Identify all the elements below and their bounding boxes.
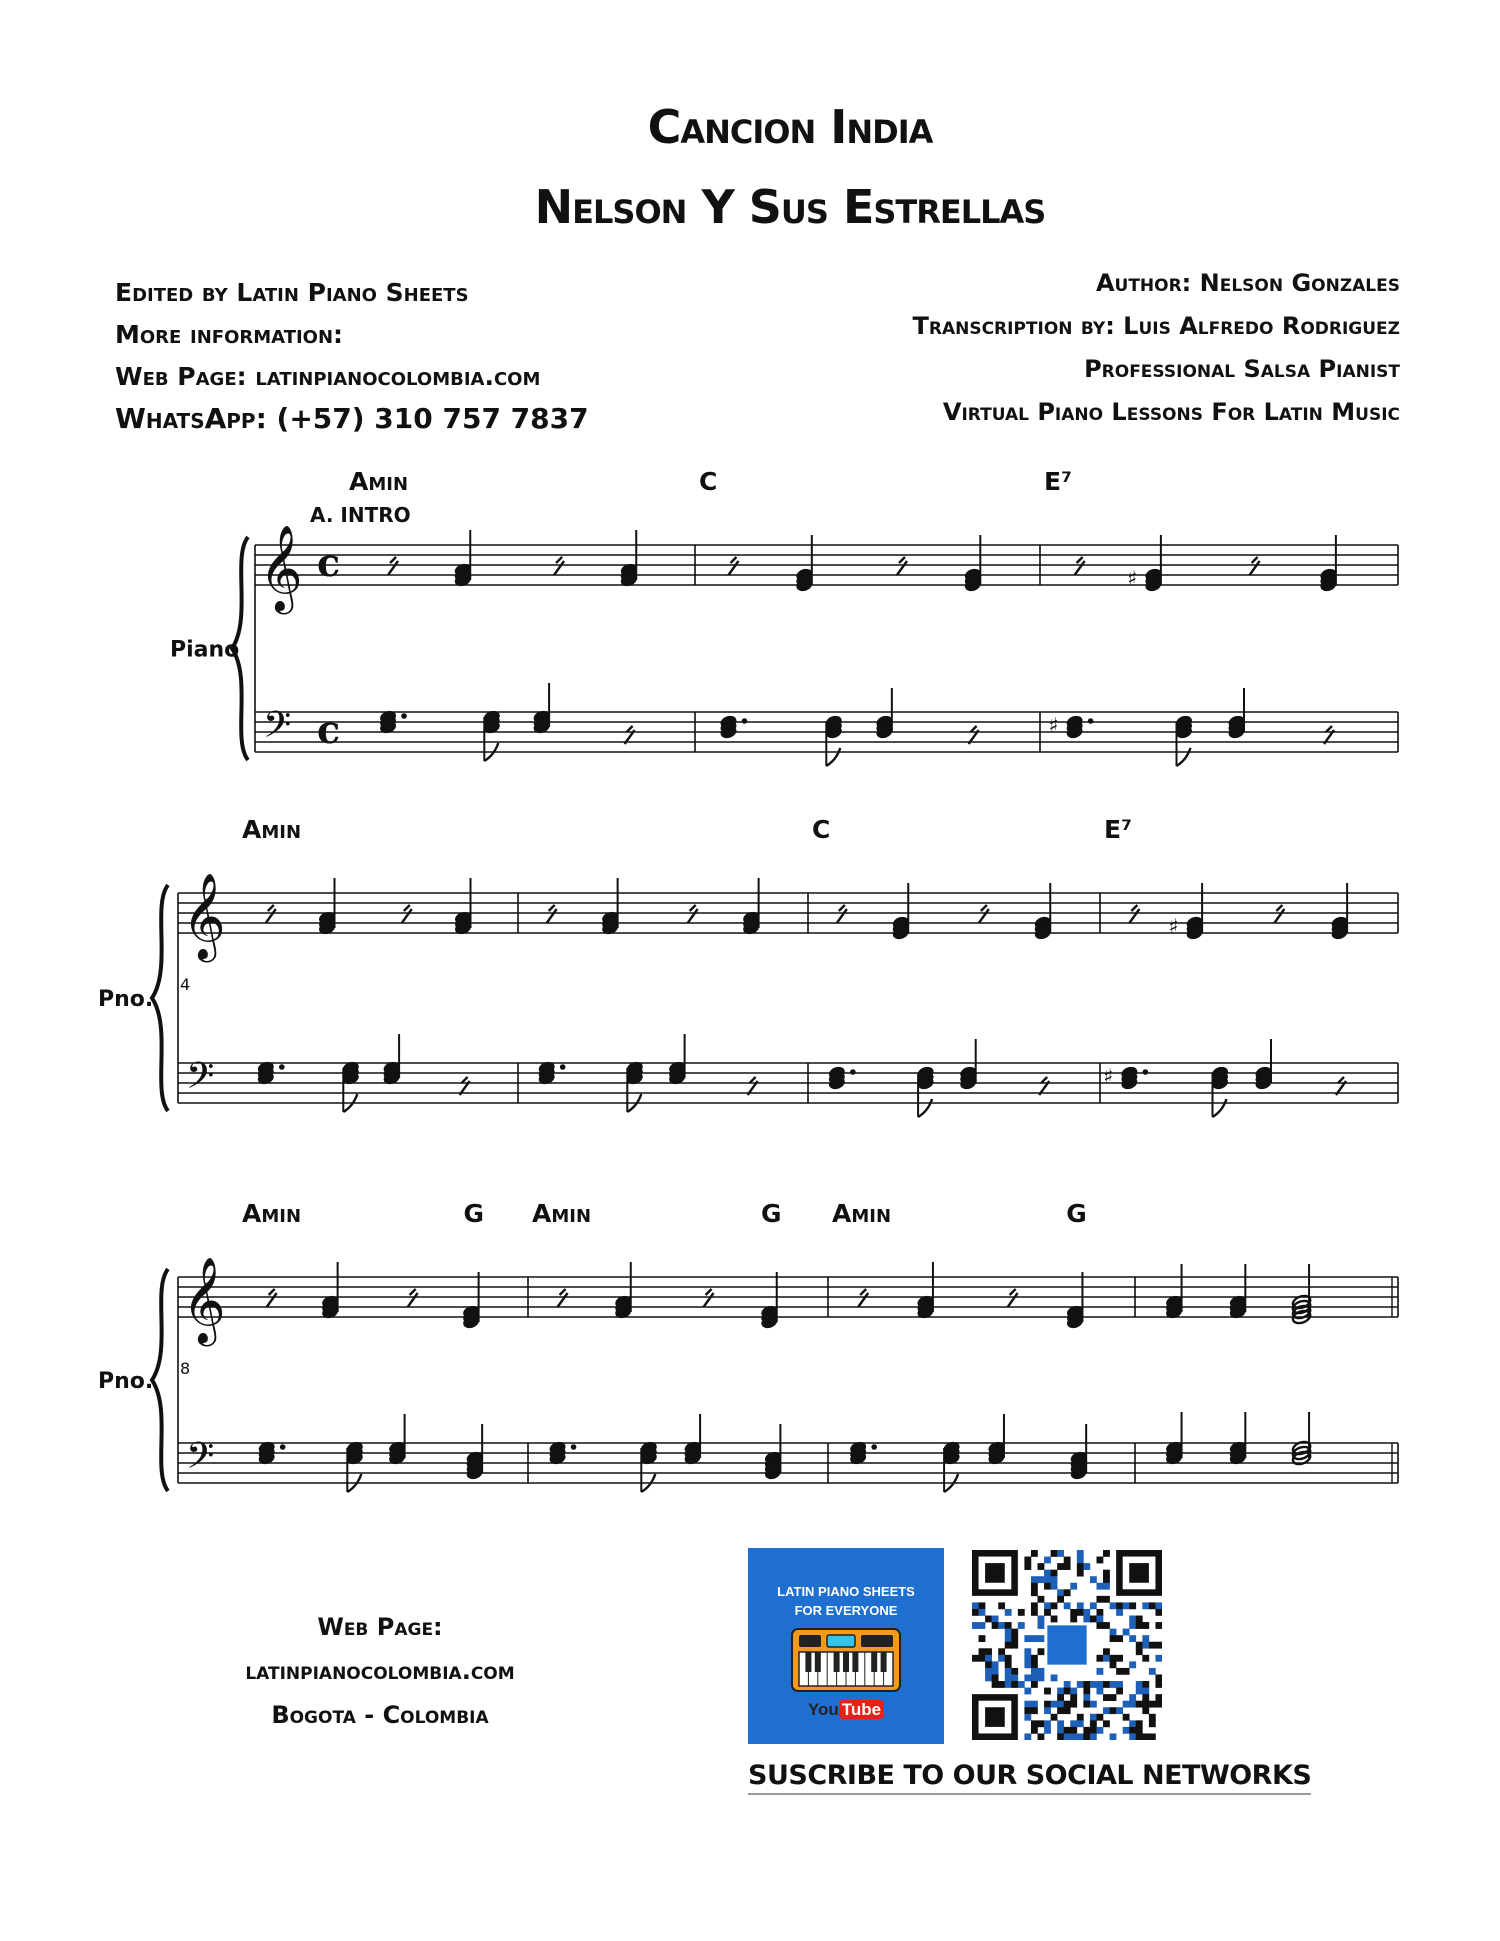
- rest-slash: [688, 905, 698, 923]
- chord-notes: [916, 1065, 935, 1117]
- chord-notes: [760, 1272, 779, 1330]
- instrument-label: Pno.: [98, 1369, 154, 1394]
- qr-code-icon[interactable]: [972, 1550, 1162, 1740]
- chord-notes: [639, 1440, 658, 1492]
- footer-contact: [190, 1605, 570, 1737]
- measure-number: 8: [180, 1359, 191, 1378]
- chord-notes: [625, 1060, 644, 1112]
- svg-text:♯: ♯: [1127, 566, 1138, 590]
- chord-notes: [382, 1034, 401, 1086]
- chord-notes: [345, 1440, 364, 1492]
- instrument-label: Pno.: [98, 987, 154, 1012]
- chord-notes: [1254, 1039, 1273, 1091]
- instrument-label: Piano: [170, 637, 240, 663]
- chord-notes: [667, 1034, 686, 1086]
- chord-notes: [1049, 713, 1094, 740]
- chord-symbol: Amin: [242, 1199, 302, 1228]
- transcription: Transcription by: Luis Alfredo Rodriguez: [912, 312, 1400, 340]
- chord-notes: [453, 530, 472, 588]
- piano-keyboard-icon: [791, 1628, 901, 1692]
- chord-notes: [963, 535, 982, 593]
- rest-slash: [837, 905, 847, 923]
- chord-notes: [1228, 1264, 1247, 1320]
- chord-notes: [320, 1262, 339, 1320]
- chord-notes: [1291, 1264, 1312, 1325]
- chord-notes: [1330, 883, 1349, 941]
- youtube-tube: Tube: [839, 1700, 884, 1719]
- chord-notes: [1291, 1412, 1312, 1466]
- chord-notes: [614, 1262, 633, 1320]
- chord-notes: [741, 878, 760, 936]
- chord-notes: [532, 683, 551, 735]
- page-title: Cancion India: [647, 100, 933, 154]
- chord-notes: [916, 1262, 935, 1320]
- chord-symbol: C: [812, 815, 831, 844]
- chord-notes: [1164, 1412, 1183, 1466]
- rest-slash: [858, 1289, 868, 1307]
- rest-slash: [267, 1289, 277, 1307]
- more-info-label: More information:: [115, 320, 344, 349]
- chord-symbol: Amin: [832, 1199, 892, 1228]
- treble-staff: [178, 1277, 1398, 1317]
- treble-staff: [255, 545, 1398, 585]
- chord-notes: [1228, 1412, 1247, 1466]
- chord-notes: [1164, 1264, 1183, 1320]
- rest-slash: [1274, 905, 1284, 923]
- chord-notes: [1210, 1065, 1229, 1117]
- youtube-logo: [748, 1700, 944, 1720]
- bass-clef-icon: 𝄢: [263, 704, 292, 755]
- chord-notes: [875, 688, 894, 740]
- chord-notes: [317, 878, 336, 936]
- rest-slash: [897, 557, 907, 575]
- chord-symbol: G: [1066, 1199, 1087, 1228]
- bass-clef-icon: 𝄢: [186, 1435, 215, 1486]
- treble-clef-icon: 𝄞: [182, 873, 226, 959]
- footer-web-page[interactable]: Web Page: latinpianocolombia.com: [245, 1613, 515, 1685]
- rest-slash: [704, 1289, 714, 1307]
- chord-symbol: G: [761, 1199, 782, 1228]
- edited-by: Edited by Latin Piano Sheets: [115, 278, 469, 307]
- treble-clef-icon: 𝄞: [259, 525, 303, 611]
- chord-notes: [1065, 1272, 1084, 1330]
- tile-line-1: LATIN PIANO SHEETS: [777, 1584, 915, 1599]
- chord-notes: [1319, 535, 1338, 593]
- system-brace: [152, 1269, 168, 1491]
- svg-text:♯: ♯: [1048, 713, 1059, 737]
- rest-slash: [408, 1289, 418, 1307]
- chord-symbol: E⁷: [1044, 467, 1073, 496]
- chord-notes: [795, 535, 814, 593]
- chord-notes: [453, 878, 472, 936]
- chord-symbol: Amin: [242, 815, 302, 844]
- common-time-icon: c: [317, 540, 341, 585]
- bass-clef-icon: 𝄢: [186, 1055, 215, 1106]
- chord-notes: [683, 1414, 702, 1466]
- svg-text:♯: ♯: [1168, 914, 1179, 938]
- chord-symbol: Amin: [349, 467, 409, 496]
- rest-slash: [728, 557, 738, 575]
- chord-notes: [482, 709, 501, 761]
- footer-location: Bogota - Colombia: [271, 1701, 489, 1729]
- youtube-channel-tile[interactable]: [748, 1548, 944, 1744]
- whatsapp-number[interactable]: WhatsApp: (+57) 310 757 7837: [115, 402, 589, 435]
- measure-number: 4: [180, 975, 191, 994]
- chord-notes: [827, 1065, 855, 1092]
- rest-slash: [1129, 905, 1139, 923]
- web-page-link[interactable]: Web Page: latinpianocolombia.com: [115, 362, 541, 391]
- chord-notes: [1103, 1064, 1148, 1091]
- chord-symbol: Amin: [532, 1199, 592, 1228]
- rest-slash: [554, 557, 564, 575]
- rest-slash: [558, 1289, 568, 1307]
- chord-symbol: E⁷: [1104, 815, 1133, 844]
- chord-notes: [1174, 714, 1193, 766]
- system-brace: [152, 885, 168, 1111]
- chord-notes: [987, 1414, 1006, 1466]
- common-time-icon: c: [317, 707, 341, 752]
- rest-slash: [402, 905, 412, 923]
- page-subtitle: Nelson Y Sus Estrellas: [534, 180, 1046, 234]
- lessons: Virtual Piano Lessons For Latin Music: [942, 398, 1400, 426]
- chord-notes: [341, 1060, 360, 1112]
- rest-slash: [1075, 557, 1085, 575]
- subscribe-banner[interactable]: SUSCRIBE TO OUR SOCIAL NETWORKS: [748, 1760, 1311, 1795]
- chord-notes: [942, 1440, 961, 1492]
- treble-staff: [178, 893, 1398, 933]
- author: Author: Nelson Gonzales: [1095, 269, 1400, 297]
- rest-slash: [1008, 1289, 1018, 1307]
- svg-text:♯: ♯: [1103, 1064, 1114, 1088]
- chord-symbol: G: [463, 1199, 485, 1228]
- chord-symbol: C: [699, 467, 718, 496]
- rest-slash: [1250, 557, 1260, 575]
- rest-slash: [388, 557, 398, 575]
- chord-notes: [1227, 688, 1246, 740]
- chord-notes: [600, 878, 619, 936]
- chord-notes: [719, 714, 747, 741]
- chord-notes: [387, 1414, 406, 1466]
- chord-notes: [959, 1039, 978, 1091]
- tile-line-2: FOR EVERYONE: [794, 1603, 898, 1618]
- chord-notes: [461, 1272, 480, 1330]
- rest-slash: [266, 905, 276, 923]
- chord-notes: [824, 714, 843, 766]
- chord-notes: [1033, 883, 1052, 941]
- chord-notes: [891, 883, 910, 941]
- role: Professional Salsa Pianist: [1084, 355, 1400, 383]
- rest-slash: [979, 905, 989, 923]
- chord-notes: [619, 530, 638, 588]
- youtube-you: You: [807, 1700, 839, 1719]
- rehearsal-mark: A. INTRO: [310, 503, 411, 527]
- rest-slash: [547, 905, 557, 923]
- treble-clef-icon: 𝄞: [182, 1257, 226, 1343]
